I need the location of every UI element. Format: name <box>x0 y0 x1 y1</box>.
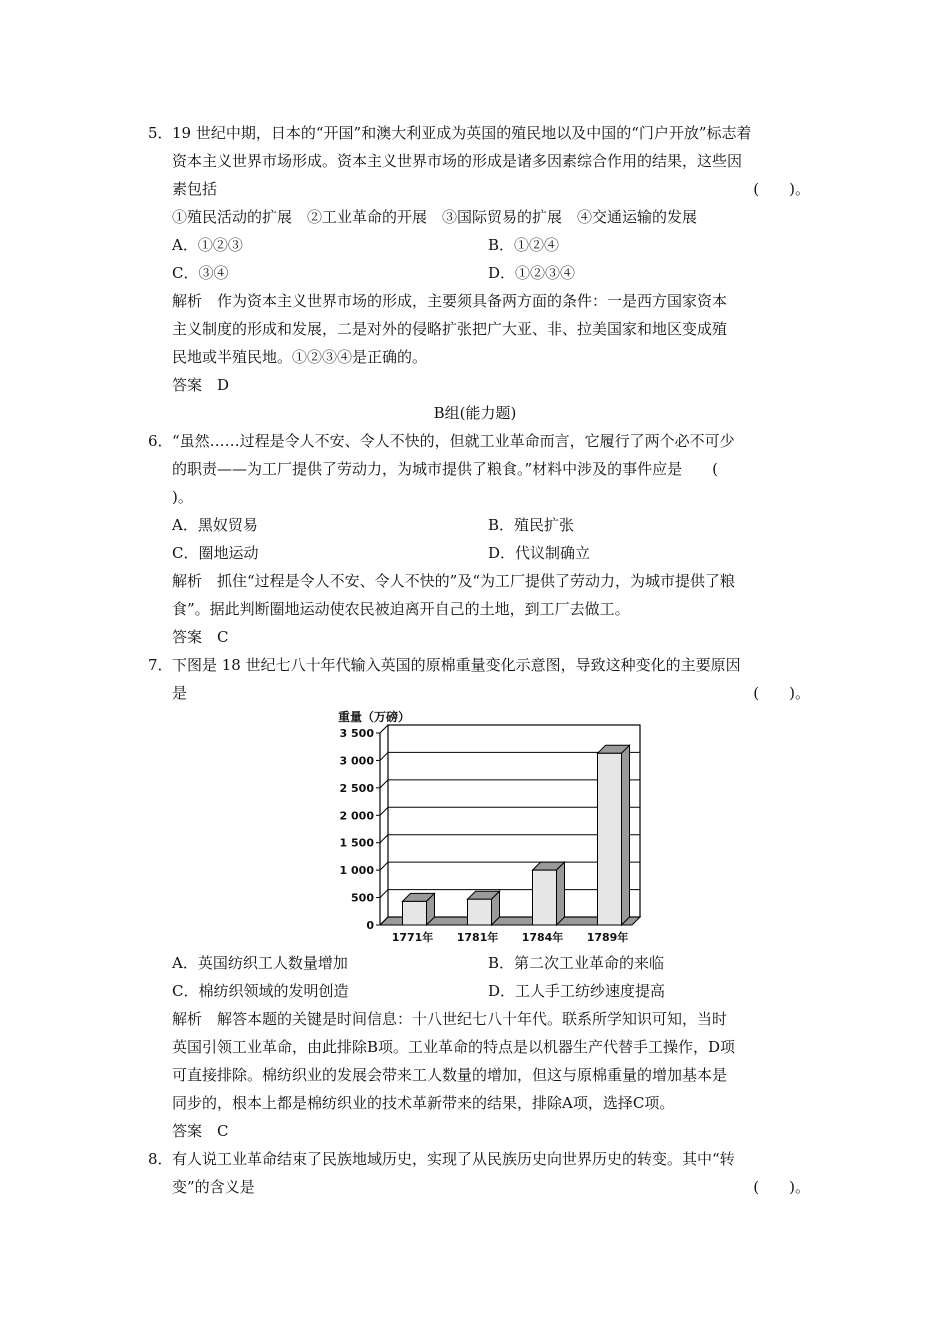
chart-y-tick-label: 1 000 <box>339 864 374 878</box>
chart-y-tick-label: 2 500 <box>339 781 374 795</box>
cotton-import-chart <box>320 703 660 948</box>
q7-option-b: B．第二次工业革命的来临 <box>488 954 665 972</box>
q5-option-c: C．③④ <box>172 264 229 282</box>
chart-gridline-diag <box>380 835 388 843</box>
chart-y-tick-label: 0 <box>366 919 374 932</box>
chart-x-tick-label: 1771年 <box>391 931 434 944</box>
q6-option-a: A．黑奴贸易 <box>172 516 258 534</box>
q5-stem-line1: 19 世纪中期，日本的“开国”和澳大利亚成为英国的殖民地以及中国的“门户开放”标志着 <box>172 124 752 142</box>
chart-y-tick-label: 3 500 <box>339 727 374 740</box>
q6-stem-line1: “虽然……过程是令人不安、令人不快的，但就工业革命而言，它履行了两个必不可少 <box>172 432 735 450</box>
chart-gridline-diag <box>380 725 388 733</box>
q5-option-d: D．①②③④ <box>488 264 576 282</box>
q5-number: 5． <box>148 124 173 142</box>
chart-x-tick-label: 1789年 <box>586 931 629 944</box>
q8-stem-line1: 有人说工业革命结束了民族地域历史，实现了从民族历史向世界历史的转变。其中“转 <box>172 1150 735 1168</box>
chart-bar-side <box>622 745 630 925</box>
chart-gridline-diag <box>380 862 388 870</box>
q6-analysis-line2: 食”。据此判断圈地运动使农民被迫离开自己的土地，到工厂去做工。 <box>172 600 630 618</box>
chart-bar <box>533 862 565 925</box>
q7-option-d: D．工人手工纺纱速度提高 <box>488 982 666 1000</box>
chart-y-tick-label: 3 000 <box>339 754 374 768</box>
chart-bar-side <box>557 862 565 925</box>
q5-option-a: A．①②③ <box>172 236 243 254</box>
chart-y-tick-label: 500 <box>351 891 374 905</box>
q7-answer: 答案 C <box>172 1122 229 1140</box>
q7-analysis-line1: 解析 解答本题的关键是时间信息：十八世纪七八十年代。联系所学知识可知，当时 <box>172 1010 728 1028</box>
chart-gridline-diag <box>380 890 388 898</box>
chart-bar-front <box>533 870 557 925</box>
q5-answer: 答案 D <box>172 376 230 394</box>
q5-analysis-line3: 民地或半殖民地。①②③④是正确的。 <box>172 348 428 366</box>
q6-stem-line3: )。 <box>172 488 193 506</box>
q7-analysis-line3: 可直接排除。棉纺织业的发展会带来工人数量的增加，但这与原棉重量的增加基本是 <box>172 1066 728 1084</box>
q7-number: 7． <box>148 656 173 674</box>
q7-analysis-line2: 英国引领工业革命，由此排除B项。工业革命的特点是以机器生产代替手工操作，D项 <box>172 1038 736 1056</box>
q7-answer-blank: ( )。 <box>753 684 810 702</box>
chart-bar-front <box>468 899 492 925</box>
q7-analysis-line4: 同步的，根本上都是棉纺织业的技术革新带来的结果，排除A项，选择C项。 <box>172 1094 675 1112</box>
q5-items: ①殖民活动的扩展 ②工业革命的开展 ③国际贸易的扩展 ④交通运输的发展 <box>172 208 698 226</box>
chart-y-tick-label: 2 000 <box>339 809 374 823</box>
chart-gridline-diag <box>380 807 388 815</box>
q5-option-b: B．①②④ <box>488 236 560 254</box>
q6-number: 6． <box>148 432 173 450</box>
q8-number: 8． <box>148 1150 173 1168</box>
chart-bar <box>403 893 435 925</box>
q5-answer-blank: ( )。 <box>753 180 810 198</box>
q6-stem-line2: 的职责——为工厂提供了劳动力，为城市提供了粮食。”材料中涉及的事件应是 ( <box>172 460 719 478</box>
chart-bar <box>598 745 630 925</box>
chart-x-tick-label: 1781年 <box>456 931 499 944</box>
group-b-heading: B组(能力题) <box>433 404 517 422</box>
q8-stem-line2: 变”的含义是 <box>172 1178 255 1196</box>
chart-gridline-diag <box>380 780 388 788</box>
q5-stem-line2: 资本主义世界市场形成。资本主义世界市场的形成是诸多因素综合作用的结果，这些因 <box>172 152 743 170</box>
q7-stem-line1: 下图是 18 世纪七八十年代输入英国的原棉重量变化示意图，导致这种变化的主要原因 <box>172 656 741 674</box>
q6-option-d: D．代议制确立 <box>488 544 591 562</box>
q6-option-c: C．圈地运动 <box>172 544 259 562</box>
q6-answer: 答案 C <box>172 628 229 646</box>
q6-option-b: B．殖民扩张 <box>488 516 575 534</box>
q8-answer-blank: ( )。 <box>753 1178 810 1196</box>
q7-stem-line2: 是 <box>172 684 188 702</box>
q7-option-c: C．棉纺织领域的发明创造 <box>172 982 349 1000</box>
chart-y-axis-label: 重量（万磅） <box>338 710 411 724</box>
q5-analysis-line1: 解析 作为资本主义世界市场的形成，主要须具备两方面的条件：一是西方国家资本 <box>172 292 728 310</box>
q5-stem-line3: 素包括 <box>172 180 218 198</box>
q7-option-a: A．英国纺织工人数量增加 <box>172 954 348 972</box>
chart-bar-front <box>403 901 427 925</box>
chart-y-tick-label: 1 500 <box>339 836 374 850</box>
q5-analysis-line2: 主义制度的形成和发展，二是对外的侵略扩张把广大亚、非、拉美国家和地区变成殖 <box>172 320 728 338</box>
q6-analysis-line1: 解析 抓住“过程是令人不安、令人不快的”及“为工厂提供了劳动力，为城市提供了粮 <box>172 572 736 590</box>
chart-gridline-diag <box>380 752 388 760</box>
chart-bar-front <box>598 753 622 925</box>
chart-bar <box>468 891 500 925</box>
chart-x-tick-label: 1784年 <box>521 931 564 944</box>
